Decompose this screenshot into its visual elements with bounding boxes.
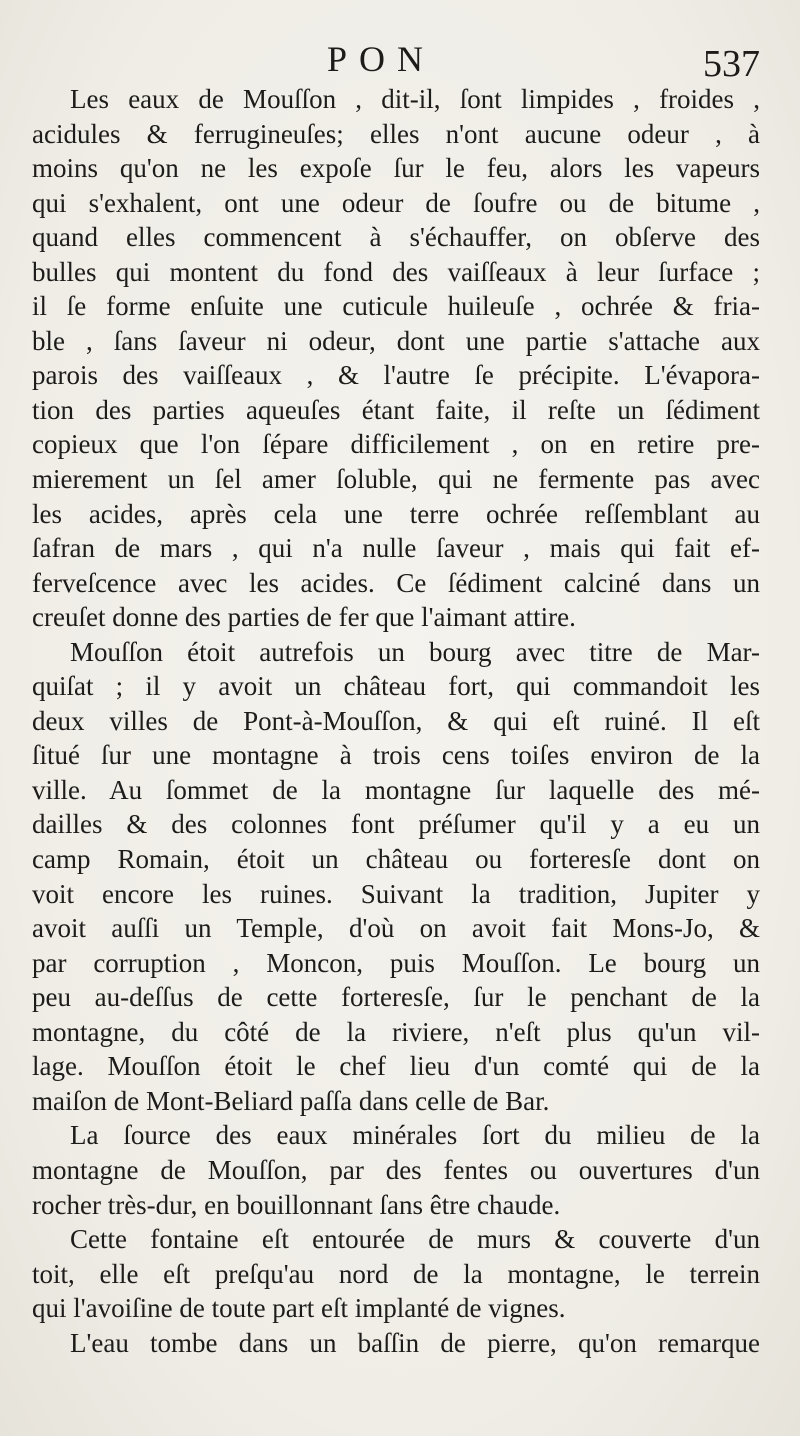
- text-line: avoit auſſi un Temple, d'où on avoit fait Mons-Jo, &: [32, 913, 760, 944]
- text-line: L'eau tombe dans un baſſin de pierre, qu'on remarque: [70, 1327, 760, 1358]
- text-line: ſafran de mars , qui n'a nulle ſaveur , mais qui fait ef-: [32, 533, 760, 564]
- text-line: ble , ſans ſaveur ni odeur, dont une partie s'attache aux: [32, 325, 760, 356]
- text-line: Les eaux de Mouſſon , dit-il, ſont limpides , froides ,: [70, 84, 760, 114]
- text-line: qui s'exhalent, ont une odeur de ſoufre ou de bitume ,: [32, 187, 760, 218]
- text-line: Mouſſon étoit autrefois un bourg avec titre de Mar-: [70, 636, 760, 667]
- text-line: ſitué ſur une montagne à trois cens toiſes environ de la: [32, 740, 760, 771]
- text-line: camp Romain, étoit un château ou forteresſe dont on: [32, 844, 760, 875]
- body-text: [32, 82, 760, 1360]
- text-line: ferveſcence avec les acides. Ce ſédiment calciné dans un: [32, 567, 760, 598]
- text-line: toit, elle eſt preſqu'au nord de la montagne, le terrein: [32, 1258, 760, 1289]
- text-line: les acides, après cela une terre ochrée reſſemblant au: [32, 498, 760, 529]
- text-line: rocher très-dur, en bouillonnant ſans être chaude.: [32, 1189, 561, 1220]
- text-line: montagne, du côté de la riviere, n'eſt plus qu'un vil-: [32, 1016, 760, 1047]
- text-line: dailles & des colonnes font préſumer qu'il y a eu un: [32, 809, 760, 840]
- text-line: bulles qui montent du fond des vaiſſeaux à leur ſurface ;: [32, 256, 760, 287]
- text-line: maiſon de Mont-Beliard paſſa dans celle de Bar.: [32, 1085, 550, 1116]
- text-line: montagne de Mouſſon, par des fentes ou ouvertures d'un: [32, 1154, 760, 1185]
- text-line: acidules & ferrugineuſes; elles n'ont aucune odeur , à: [32, 118, 760, 149]
- text-line: voit encore les ruines. Suivant la tradition, Jupiter y: [32, 878, 760, 909]
- text-line: creuſet donne des parties de fer que l'aimant attire.: [32, 602, 576, 633]
- text-line: lage. Mouſſon étoit le chef lieu d'un comté qui de la: [32, 1051, 760, 1082]
- text-line: La ſource des eaux minérales ſort du milieu de la: [70, 1120, 760, 1151]
- text-line: quand elles commencent à s'échauffer, on obſerve des: [32, 222, 760, 253]
- running-head-title: PON: [327, 39, 436, 79]
- text-line: peu au-deſſus de cette forteresſe, ſur le penchant de la: [32, 982, 760, 1013]
- text-line: parois des vaiſſeaux , & l'autre ſe précipite. L'évapora-: [32, 360, 760, 391]
- text-line: il ſe forme enſuite une cuticule huileuſe , ochrée & fria-: [32, 291, 760, 322]
- text-line: par corruption , Moncon, puis Mouſſon. Le bourg un: [32, 947, 760, 978]
- text-line: ville. Au ſommet de la montagne ſur laquelle des mé-: [32, 774, 760, 805]
- text-line: Cette fontaine eſt entourée de murs & couverte d'un: [70, 1224, 760, 1255]
- text-line: mierement un ſel amer ſoluble, qui ne fermente pas avec: [32, 464, 760, 495]
- text-line: copieux que l'on ſépare difficilement , on en retire pre-: [32, 429, 760, 460]
- text-line: quiſat ; il y avoit un château fort, qui commandoit les: [32, 671, 760, 702]
- text-line: moins qu'on ne les expoſe ſur le feu, alors les vapeurs: [32, 153, 760, 184]
- text-line: deux villes de Pont-à-Mouſſon, & qui eſt ruiné. Il eſt: [32, 705, 760, 736]
- page-number: 537: [703, 43, 760, 85]
- text-line: tion des parties aqueuſes étant faite, il reſte un ſédiment: [32, 394, 760, 425]
- text-line: qui l'avoiſine de toute part eſt implanté de vignes.: [32, 1293, 566, 1324]
